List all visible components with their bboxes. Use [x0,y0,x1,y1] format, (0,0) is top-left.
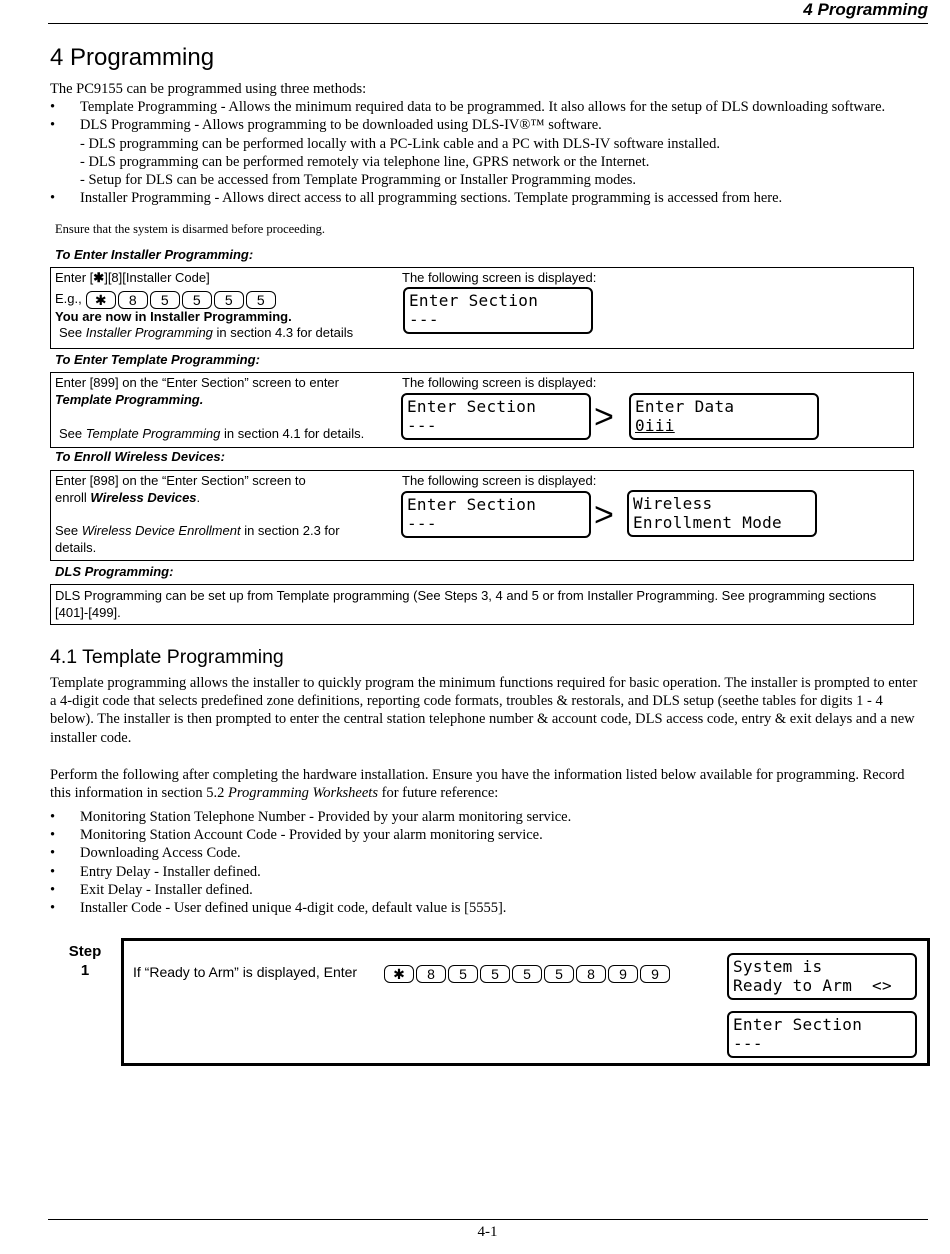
key-9: 9 [608,965,638,983]
template-target: Template Programming. [55,391,204,407]
bullet-installer: • Installer Programming - Allows direct access to all programming sections. Template programming is accessed from here. [50,189,930,207]
intro-block [50,80,930,207]
key-5: 5 [448,965,478,983]
wireless-caption: The following screen is displayed: [402,473,597,488]
key-8: 8 [576,965,606,983]
arrow-icon: > [594,398,614,436]
key-star: ✱ [384,965,414,983]
installer-box [50,267,914,349]
key-8: 8 [118,291,148,309]
template-see: See Template Programming in section 4.1 for details. [59,426,365,441]
key-5: 5 [246,291,276,309]
step-text: If “Ready to Arm” is displayed, Enter [133,964,358,980]
lcd-enter-section: Enter Section --- [403,287,593,334]
list-item: • Entry Delay - Installer defined. [50,863,926,881]
list-item: • Downloading Access Code. [50,844,926,862]
eg-label: E.g., [55,290,82,306]
key-5: 5 [512,965,542,983]
lcd-enter-section: Enter Section --- [401,393,591,440]
template-caption: The following screen is displayed: [402,375,597,390]
installer-instructions [55,270,385,342]
page-number: 4-1 [477,1224,498,1240]
installer-label: To Enter Installer Programming: [55,247,254,262]
dls-box [50,584,914,625]
lcd-wireless-enrollment: Wireless Enrollment Mode [627,490,817,537]
lcd-enter-section: Enter Section --- [401,491,591,538]
arrow-icon: > [594,496,614,534]
intro-text: The PC9155 can be programmed using three methods: [50,81,367,97]
list-item: • Monitoring Station Account Code - Provided by your alarm monitoring service. [50,826,926,844]
key-5: 5 [480,965,510,983]
list-item: • Monitoring Station Telephone Number - Provided by your alarm monitoring service. [50,808,926,826]
template-instructions [55,375,385,443]
list-item: • Installer Code - User defined unique 4-digit code, default value is [5555]. [50,899,926,917]
lcd-ready-to-arm: System is Ready to Arm <> [727,953,917,1000]
template-box [50,372,914,448]
template-enter-line: Enter [899] on the “Enter Section” screen to enter [55,375,339,390]
template-paragraph-2: Perform the following after completing the hardware installation. Ensure you have the information listed below available for programming. Record this information in section 5.2 Programming Worksheets for future reference: [50,767,905,802]
wireless-enroll-line: enroll Wireless Devices. [55,489,201,505]
key-star: ✱ [86,291,116,309]
dls-sub-item: - DLS programming can be performed locally with a PC-Link cable and a PC with DLS-IV software installed. [80,135,720,152]
star-glyph: ✱ [93,270,105,285]
lcd-enter-section: Enter Section --- [727,1011,917,1058]
wireless-instructions [55,473,365,556]
dls-sub-item: - DLS programming can be performed remotely via telephone line, GPRS network or the Internet. [80,153,650,170]
installer-see: See Installer Programming in section 4.3 for details [59,325,354,340]
key-5: 5 [214,291,244,309]
header-rule [48,23,928,24]
dls-text: DLS Programming can be set up from Template programming (See Steps 3, 4 and 5 or from Installer Programming. See programming sections [401]-[499]. [55,588,877,620]
info-list [50,808,926,917]
section-title: 4 Programming [50,44,215,71]
wireless-label: To Enroll Wireless Devices: [55,449,225,464]
key-5: 5 [182,291,212,309]
template-paragraph-1: Template programming allows the installer to quickly program the minimum functions required for basic operation. The installer is prompted to enter a 4-digit code that selects predefined zone definitions, reporting code formats, troubles & restorals, and DLS setup (seethe tables for digits 1 - 4 below). The installer is then prompted to enter the central station telephone number & account code, DLS access code, entry & exit delays and a new installer code. [50,675,918,746]
dls-label: DLS Programming: [55,564,174,579]
key-5: 5 [544,965,574,983]
wireless-box [50,470,914,561]
list-item: • Exit Delay - Installer defined. [50,881,926,899]
key-9: 9 [640,965,670,983]
template-label: To Enter Template Programming: [55,352,260,367]
disarm-note: Ensure that the system is disarmed before proceeding. [55,222,326,236]
wireless-enter-line: Enter [898] on the “Enter Section” screen to [55,473,306,488]
bullet-template: • Template Programming - Allows the minimum required data to be programmed. It also allows for the setup of DLS downloading software. [50,98,930,116]
key-8: 8 [416,965,446,983]
bullet-dls: • DLS Programming - Allows programming to be downloaded using DLS-IV®™ software. [50,116,930,134]
wireless-see: See Wireless Device Enrollment in section 2.3 for details. [55,523,340,555]
installer-enter-line: Enter [✱][8][Installer Code] [55,270,210,285]
step-box [121,938,930,1066]
subsection-title: 4.1 Template Programming [50,646,284,668]
step-key-sequence [384,965,672,983]
dls-sub-item: - Setup for DLS can be accessed from Template Programming or Installer Programming modes. [80,172,637,189]
installer-example [55,291,385,309]
footer-rule [48,1219,928,1220]
key-5: 5 [150,291,180,309]
lcd-enter-data: Enter Data 0iii [629,393,819,440]
running-header: 4 Programming [803,0,928,19]
step-label: Step 1 [68,943,102,979]
installer-now-in: You are now in Installer Programming. [55,308,292,324]
installer-caption: The following screen is displayed: [402,270,597,285]
